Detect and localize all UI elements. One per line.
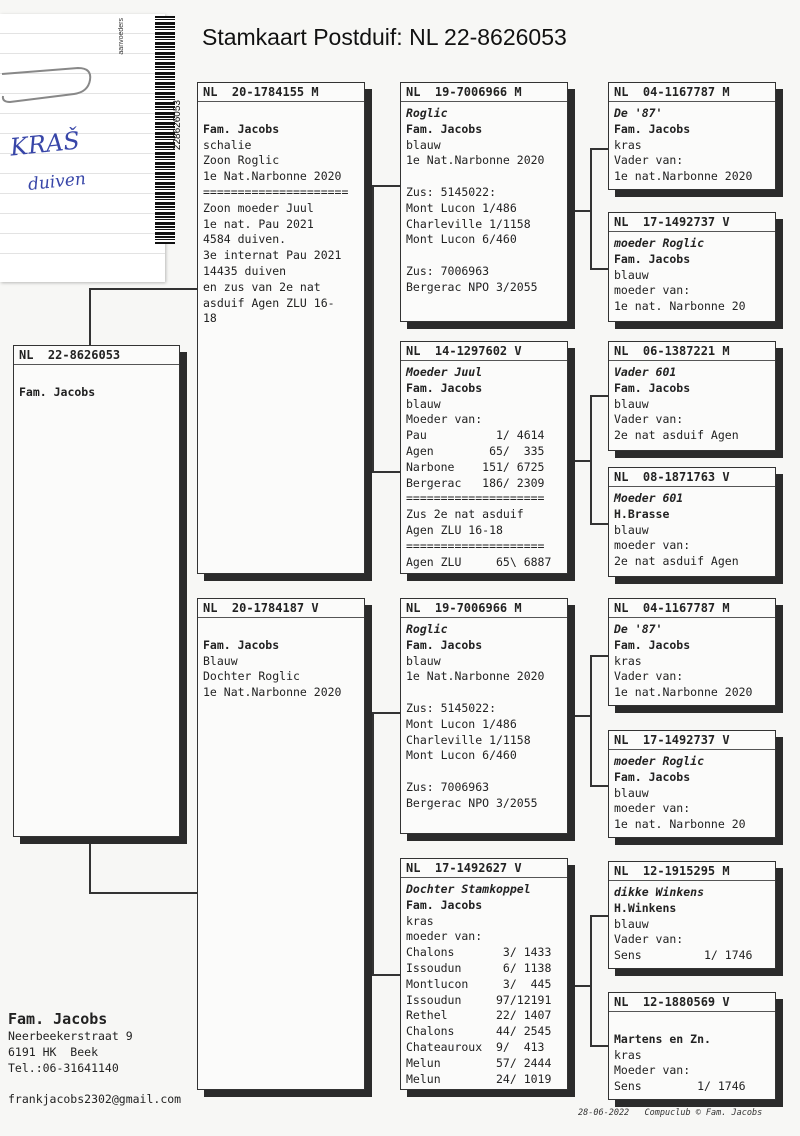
pedigree-card-main (13, 345, 180, 837)
card-line: Moeder van: (614, 1063, 691, 1078)
card-line: Zus: 7006963 (406, 263, 490, 278)
barcode-number: 228626053 (172, 100, 183, 151)
card-line: moeder Roglic (614, 236, 705, 250)
card-line: Sens 1/ 1746 (614, 948, 753, 963)
connector-line (365, 845, 373, 847)
ring-number: NL 17-1492737 V (609, 213, 775, 232)
ring-number: NL 17-1492737 V (609, 731, 775, 750)
pedigree-card-dsd (608, 730, 776, 838)
ring-number: NL 20-1784187 V (198, 599, 364, 618)
card-line: 2e nat asduif Agen (614, 554, 739, 569)
card-line: Fam. Jacobs (19, 384, 96, 399)
pedigree-card-sds (608, 341, 776, 451)
owner-city: 6191 HK Beek (8, 1045, 99, 1059)
card-line: Bergerac NPO 3/2055 (406, 795, 538, 810)
card-line: Fam. Jacobs (614, 769, 691, 784)
ring-number: NL 12-1915295 M (609, 862, 775, 881)
card-line: moeder van: (406, 929, 483, 944)
card-line: kras (614, 653, 642, 668)
owner-phone: Tel.:06-31641140 (8, 1061, 119, 1075)
card-line: Mont Lucon 6/460 (406, 232, 517, 247)
connector-line (590, 523, 608, 525)
connector-line (372, 712, 374, 974)
card-line: 1e nat.Narbonne 2020 (614, 169, 753, 184)
card-line (614, 1016, 770, 1032)
pedigree-card-dam-sire (400, 598, 568, 834)
card-line: Roglic (406, 106, 448, 120)
card-line: blauw (614, 916, 649, 931)
card-line: Charleville 1/1158 (406, 216, 531, 231)
card-line (203, 106, 359, 122)
pedigree-card-sdd (608, 467, 776, 577)
card-line: Fam. Jacobs (406, 121, 483, 136)
owner-street: Neerbeekerstraat 9 (8, 1029, 133, 1043)
ring-number: NL 17-1492627 V (401, 859, 567, 878)
connector-line (590, 395, 592, 523)
ring-number: NL 04-1167787 M (609, 599, 775, 618)
card-line: Roglic (406, 622, 448, 636)
handwritten-note-1: KRAŠ (8, 126, 82, 162)
connector-line (590, 395, 608, 397)
card-line: 14435 duiven (203, 263, 287, 278)
card-line: Zoon moeder Juul (203, 200, 314, 215)
handwritten-note-2: duiven (27, 169, 87, 195)
card-line: kras (614, 1047, 642, 1062)
card-line: Fam. Jacobs (203, 121, 280, 136)
connector-line (590, 655, 608, 657)
card-line: De '87' (614, 622, 663, 636)
card-line: Agen ZLU 65\ 6887 (406, 554, 552, 569)
card-line: blauw (406, 396, 441, 411)
card-line (203, 622, 359, 638)
page-title: Stamkaart Postduif: NL 22-8626053 (202, 24, 567, 50)
connector-line (590, 268, 608, 270)
sticker-top-text: aanvoeders (118, 18, 125, 55)
connector-line (590, 785, 608, 787)
card-line: Chalons 3/ 1433 (406, 945, 552, 960)
pedigree-card-ddd (608, 992, 776, 1100)
connector-line (89, 842, 91, 892)
pedigree-card-dss (608, 598, 776, 706)
card-line: blauw (614, 267, 649, 282)
connector-line (575, 985, 591, 987)
card-line: 1e nat. Narbonne 20 (614, 299, 746, 314)
card-line: Dochter Roglic (203, 669, 300, 684)
ring-number: NL 20-1784155 M (198, 83, 364, 102)
card-line: moeder van: (614, 283, 691, 298)
pedigree-card-dam (197, 598, 365, 1090)
card-line (406, 248, 562, 264)
owner-email: frankjacobs2302@gmail.com (8, 1092, 182, 1106)
card-line: Issoudun 97/12191 (406, 992, 552, 1007)
card-line: Fam. Jacobs (614, 121, 691, 136)
ring-number: NL 08-1871763 V (609, 468, 775, 487)
card-line: 18 (203, 311, 217, 326)
connector-line (89, 288, 197, 290)
card-line: H.Winkens (614, 900, 677, 915)
card-line: De '87' (614, 106, 663, 120)
card-line: moeder van: (614, 538, 691, 553)
owner-name: Fam. Jacobs (8, 1010, 108, 1028)
connector-line (365, 330, 373, 332)
card-line: Martens en Zn. (614, 1031, 711, 1046)
card-line: 4584 duiven. (203, 232, 287, 247)
connector-line (590, 148, 608, 150)
paperclip-icon (0, 62, 100, 112)
card-line: Agen 65/ 335 (406, 443, 545, 458)
card-line (406, 764, 562, 780)
connector-line (590, 915, 608, 917)
connector-line (575, 460, 591, 462)
pedigree-card-sire-dam (400, 341, 568, 574)
connector-line (372, 712, 400, 714)
ring-number: NL 19-7006966 M (401, 599, 567, 618)
connector-line (590, 148, 592, 268)
connector-line (372, 471, 400, 473)
card-line: blauw (614, 522, 649, 537)
card-line: 1e Nat.Narbonne 2020 (203, 685, 342, 700)
card-line: ===================== (203, 184, 349, 199)
connector-line (575, 715, 591, 717)
card-line: Fam. Jacobs (406, 380, 483, 395)
card-line: Issoudun 6/ 1138 (406, 960, 552, 975)
card-line: blauw (406, 653, 441, 668)
card-line: Moeder van: (406, 412, 483, 427)
connector-line (590, 915, 592, 1045)
connector-line (590, 1045, 608, 1047)
card-line: Vader van: (614, 412, 684, 427)
ring-number: NL 04-1167787 M (609, 83, 775, 102)
card-line: 2e nat asduif Agen (614, 428, 739, 443)
card-line: Vader van: (614, 153, 684, 168)
card-line: Dochter Stamkoppel (406, 882, 531, 896)
connector-line (372, 185, 374, 471)
card-line: Charleville 1/1158 (406, 732, 531, 747)
card-line: dikke Winkens (614, 885, 705, 899)
card-line: Zus: 7006963 (406, 779, 490, 794)
card-line: Bergerac NPO 3/2055 (406, 279, 538, 294)
card-line: Melun 24/ 1019 (406, 1071, 552, 1086)
card-line: Moeder 601 (614, 491, 684, 505)
card-line: Mont Lucon 1/486 (406, 200, 517, 215)
card-line: 1e nat. Narbonne 20 (614, 817, 746, 832)
card-line: Pau 1/ 4614 (406, 428, 545, 443)
card-line: Chateauroux 9/ 413 (406, 1039, 545, 1054)
card-line: Fam. Jacobs (614, 637, 691, 652)
connector-line (372, 974, 400, 976)
card-line: Mont Lucon 6/460 (406, 748, 517, 763)
card-line: Bergerac 186/ 2309 (406, 475, 545, 490)
card-line: Zus: 5145022: (406, 700, 497, 715)
card-line: ==================== (406, 538, 545, 553)
ring-number: NL 22-8626053 (14, 346, 179, 365)
card-line (406, 169, 562, 185)
card-line: 1e Nat.Narbonne 2020 (406, 669, 545, 684)
card-line: kras (406, 913, 434, 928)
connector-line (372, 185, 400, 187)
pedigree-card-ssd (608, 212, 776, 322)
pedigree-card-dds (608, 861, 776, 969)
card-line: Moeder Juul (406, 365, 483, 379)
card-line: Vader van: (614, 932, 684, 947)
card-line: blauw (614, 785, 649, 800)
card-line: blauw (614, 396, 649, 411)
card-line: 1e nat.Narbonne 2020 (614, 685, 753, 700)
card-line: Vader van: (614, 669, 684, 684)
card-line: Fam. Jacobs (406, 637, 483, 652)
connector-line (89, 288, 91, 346)
card-line: kras (614, 137, 642, 152)
card-line: asduif Agen ZLU 16- (203, 295, 335, 310)
card-line: Melun 57/ 2444 (406, 1055, 552, 1070)
card-line: schalie (203, 137, 252, 152)
ring-number: NL 12-1880569 V (609, 993, 775, 1012)
card-line: Chalons 44/ 2545 (406, 1024, 552, 1039)
card-line: Agen ZLU 16-18 (406, 522, 503, 537)
card-line: Blauw (203, 653, 238, 668)
card-line: Mont Lucon 1/486 (406, 716, 517, 731)
card-line: 1e nat. Pau 2021 (203, 216, 314, 231)
card-line: Fam. Jacobs (406, 897, 483, 912)
card-line: Montlucon 3/ 445 (406, 976, 552, 991)
card-line: en zus van 2e nat (203, 279, 321, 294)
card-line: moeder Roglic (614, 754, 705, 768)
card-line: Zus 2e nat asduif (406, 507, 524, 522)
card-line: 1e Nat.Narbonne 2020 (203, 169, 342, 184)
card-line: 3e internat Pau 2021 (203, 248, 342, 263)
connector-line (590, 655, 592, 785)
card-line: moeder van: (614, 801, 691, 816)
card-line: ==================== (406, 491, 545, 506)
card-line: Zoon Roglic (203, 153, 280, 168)
footer-text: 28-06-2022 Compuclub © Fam. Jacobs (578, 1108, 763, 1118)
card-line: Rethel 22/ 1407 (406, 1008, 552, 1023)
pedigree-card-dam-dam (400, 858, 568, 1090)
card-line (406, 685, 562, 701)
card-line: Fam. Jacobs (614, 251, 691, 266)
pedigree-card-sire (197, 82, 365, 574)
card-line: Sens 1/ 1746 (614, 1079, 746, 1094)
pedigree-card-sss (608, 82, 776, 190)
ring-number: NL 06-1387221 M (609, 342, 775, 361)
card-line: Fam. Jacobs (203, 637, 280, 652)
ring-number: NL 14-1297602 V (401, 342, 567, 361)
pedigree-card-sire-sire (400, 82, 568, 322)
connector-line (575, 210, 591, 212)
card-line: Fam. Jacobs (614, 380, 691, 395)
card-line: Vader 601 (614, 365, 677, 379)
card-line: H.Brasse (614, 506, 670, 521)
owner-block (8, 1010, 133, 1076)
card-line: blauw (406, 137, 441, 152)
card-line: Zus: 5145022: (406, 184, 497, 199)
card-line (19, 369, 174, 385)
card-line: Narbone 151/ 6725 (406, 459, 545, 474)
ring-number: NL 19-7006966 M (401, 83, 567, 102)
card-line: 1e Nat.Narbonne 2020 (406, 153, 545, 168)
connector-line (89, 892, 197, 894)
